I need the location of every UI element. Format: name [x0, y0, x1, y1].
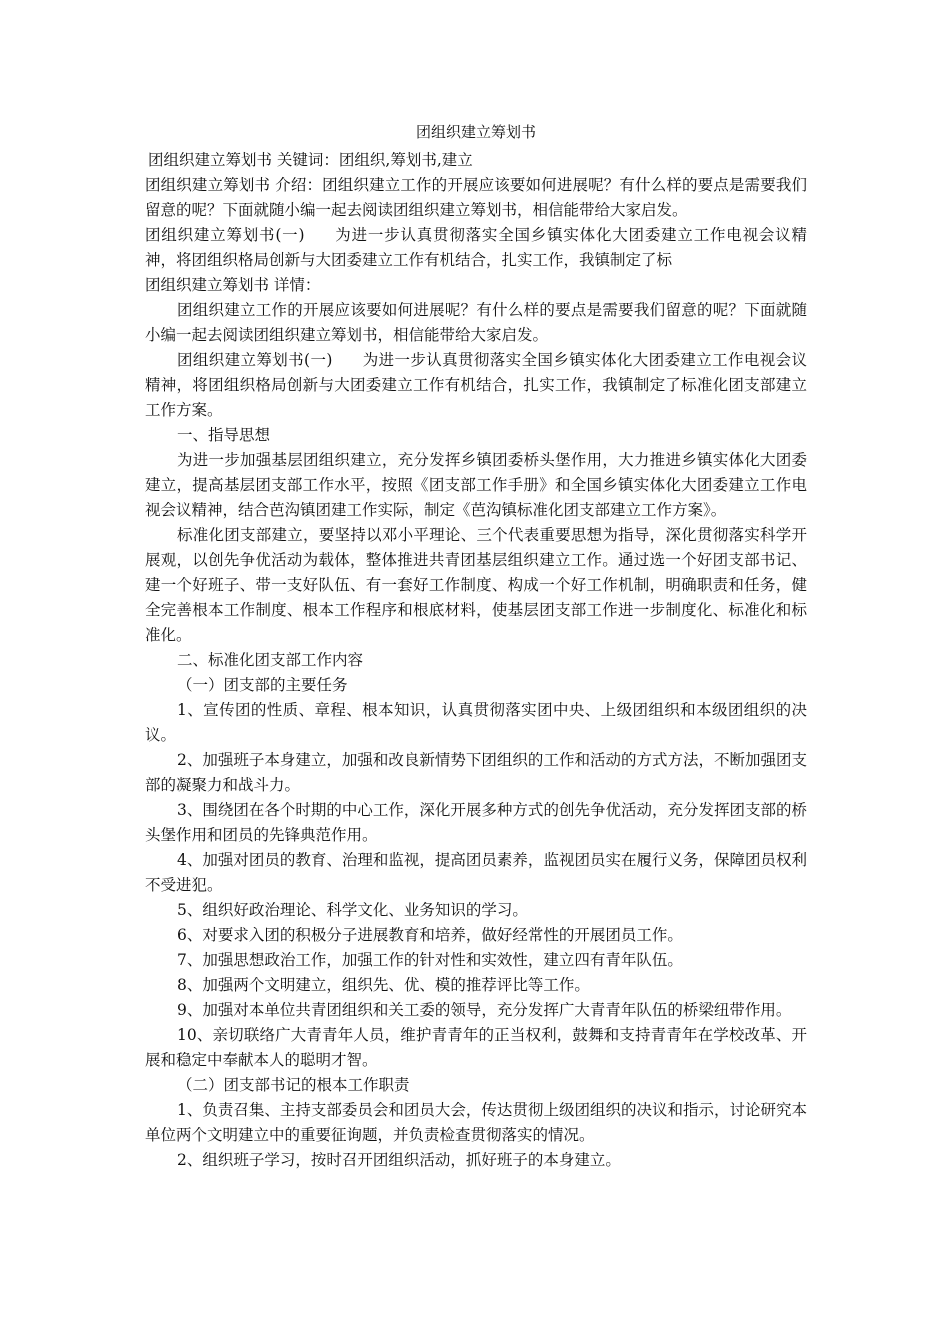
detail-label: 团组织建立筹划书 详情： [145, 276, 321, 294]
section-heading-work-content: 二、标准化团支部工作内容 [177, 651, 364, 669]
list-item: 3、围绕团在各个时期的中心工作，深化开展多种方式的创先争优活动，充分发挥团支部的桥头堡作用和团员的先锋典范作用。 [145, 801, 807, 844]
summary-line [145, 223, 807, 273]
document-title: 团组织建立筹划书 [415, 123, 536, 141]
list-item: 7、加强思想政治工作，加强工作的针对性和实效性，建立四有青年队伍。 [177, 951, 683, 969]
list-item: 5、组织好政治理论、科学文化、业务知识的学习。 [177, 901, 528, 919]
list-item: 1、宣传团的性质、章程、根本知识，认真贯彻落实团中央、上级团组织和本级团组织的决议。 [145, 701, 807, 744]
paragraph-guiding-2: 标准化团支部建立，要坚持以邓小平理论、三个代表重要思想为指导，深化贯彻落实科学开展观，以创先争优活动为载体，整体推进共青团基层组织建立工作。通过选一个好团支部书记、建一个好班子、带一支好队伍、有一套好工作制度、构成一个好工作机制，明确职责和任务，健全完善根本工作制度、根本工作程序和根底材料，使基层团支部工作进一步制度化、标准化和标准化。 [145, 526, 807, 644]
paragraph-guiding-1: 为进一步加强基层团组织建立，充分发挥乡镇团委桥头堡作用，大力推进乡镇实体化大团委建立，提高基层团支部工作水平，按照《团支部工作手册》和全国乡镇实体化大团委建立工作电视会议精神，结合芭沟镇团建工作实际，制定《芭沟镇标准化团支部建立工作方案》。 [145, 451, 807, 519]
intro-line: 团组织建立筹划书 介绍：团组织建立工作的开展应该要如何进展呢？有什么样的要点是需要我们留意的呢？下面就随小编一起去阅读团组织建立筹划书，相信能带给大家启发。 [145, 176, 807, 219]
list-item: 10、亲切联络广大青青年人员，维护青青年的正当权利，鼓舞和支持青青年在学校改革、开展和稳定中奉献本人的聪明才智。 [145, 1026, 807, 1069]
paragraph-intro: 团组织建立工作的开展应该要如何进展呢？有什么样的要点是需要我们留意的呢？下面就随小编一起去阅读团组织建立筹划书，相信能带给大家启发。 [145, 301, 807, 344]
paragraph-plan-one [145, 348, 807, 423]
subsection-heading-main-tasks: （一）团支部的主要任务 [177, 676, 348, 694]
keywords-line: 团组织建立筹划书 关键词：团组织,筹划书,建立 [148, 151, 473, 169]
list-item: 6、对要求入团的积极分子进展教育和培养，做好经常性的开展团员工作。 [177, 926, 683, 944]
summary-line-head: 团组织建立筹划书(一) [145, 226, 305, 244]
list-item: 4、加强对团员的教育、治理和监视，提高团员素养，监视团员实在履行义务，保障团员权利不受进犯。 [145, 851, 807, 894]
paragraph-plan-one-head: 团组织建立筹划书(一) [177, 351, 333, 369]
subsection-heading-secretary-duties: （二）团支部书记的根本工作职责 [177, 1076, 410, 1094]
document-page [145, 120, 807, 1173]
list-item: 9、加强对本单位共青团组织和关工委的领导，充分发挥广大青青年队伍的桥梁纽带作用。 [177, 1001, 792, 1019]
list-item: 8、加强两个文明建立，组织先、优、模的推荐评比等工作。 [177, 976, 590, 994]
list-item: 2、组织班子学习，按时召开团组织活动，抓好班子的本身建立。 [177, 1151, 621, 1169]
list-item: 1、负责召集、主持支部委员会和团员大会，传达贯彻上级团组织的决议和指示，讨论研究本单位两个文明建立中的重要征询题，并负责检查贯彻落实的情况。 [145, 1101, 807, 1144]
summary-line-body: 为进一步认真贯彻落实全国乡镇实体化大团委建立工作电视会议精神，将团组织格局创新与大团委建立工作有机结合，扎实工作，我镇制定了标 [145, 226, 807, 269]
paragraph-plan-one-body: 为进一步认真贯彻落实全国乡镇实体化大团委建立工作电视会议精神，将团组织格局创新与大团委建立工作有机结合，扎实工作，我镇制定了标准化团支部建立工作方案。 [145, 351, 807, 419]
section-heading-guiding-ideology: 一、指导思想 [177, 426, 271, 444]
list-item: 2、加强班子本身建立，加强和改良新情势下团组织的工作和活动的方式方法，不断加强团支部的凝聚力和战斗力。 [145, 751, 807, 794]
